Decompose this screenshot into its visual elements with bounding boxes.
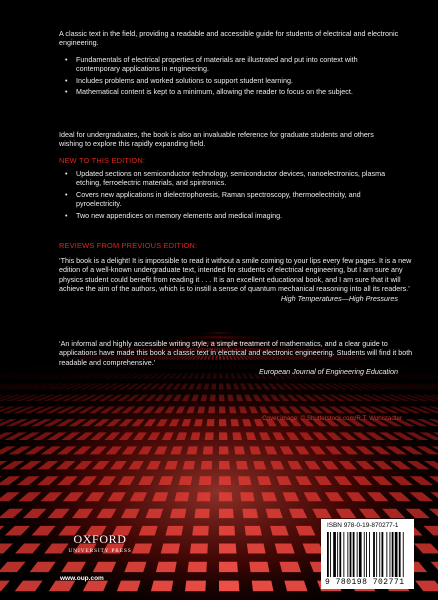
new-edition-heading: NEW TO THIS EDITION: (59, 156, 146, 165)
light-tile (197, 492, 211, 501)
review-1 (59, 256, 414, 303)
oxford-logo (60, 532, 140, 554)
light-tile (242, 509, 258, 518)
review-quote: ‘This book is a delight! It is impossible to read it without a smile coming to your lips every few pages. It is a new edition of a well-known undergraduate text, intended for students of electrical engineering, but I am sure any physics student could benefit from reading it . . . It is an excellent educational book, and I am sure that it will achieve the aim of the authors, which is to instill a sense of quantum mechanical reasoning into all its readers.’ (59, 256, 412, 294)
light-tile (270, 526, 289, 536)
barcode-bar (337, 532, 338, 577)
review-2 (59, 339, 414, 377)
publisher-url: www.oup.com (60, 575, 104, 582)
list-item: • Covers new applications in dielectrophoresis, Raman spectroscopy, thermoelectricity, and pyroelectricity. (65, 189, 361, 209)
light-tile (219, 562, 238, 572)
barcode-bar (327, 532, 329, 577)
barcode-bar (382, 532, 384, 577)
light-tile (165, 526, 183, 536)
new-items-list (59, 169, 399, 222)
light-tile (238, 476, 251, 485)
light-tile (219, 526, 235, 536)
barcode-bar (330, 532, 331, 577)
reviews-heading: REVIEWS FROM PREVIOUS EDITION: (59, 241, 198, 250)
barcode-bar (395, 532, 398, 577)
barcode-bar (357, 532, 358, 577)
light-tile (284, 581, 307, 592)
features-list (59, 55, 399, 99)
barcode-bar (376, 532, 377, 577)
barcode-bar (366, 532, 367, 577)
light-tile (194, 509, 209, 518)
light-tile (228, 332, 237, 334)
review-source: High Temperatures—High Pressures (280, 293, 398, 303)
publisher-sub: UNIVERSITY PRESS (68, 548, 132, 554)
light-tile (249, 562, 269, 572)
barcode (321, 519, 414, 589)
isbn-text: ISBN 978-0-19-870277-1 (327, 522, 399, 529)
barcode-bar (369, 532, 370, 577)
barcode-bar (386, 532, 387, 577)
list-item: • Updated sections on semiconductor technology, semiconductor devices, nanoelectronics, plasma etching, ferroelectric materials, and spintronics. (65, 169, 386, 188)
light-tile (219, 330, 222, 331)
intro-text: A classic text in the field, providing a readable and accessible guide for students of electrical and electronic engineering. (59, 29, 399, 48)
list-item: • Includes problems and worked solutions to support student learning. (65, 75, 293, 85)
light-tile (174, 492, 189, 501)
light-tile (190, 544, 208, 554)
light-tile (240, 492, 255, 501)
review-source: European Journal of Engineering Education (258, 367, 398, 377)
barcode-bar (359, 532, 362, 577)
light-tile (217, 330, 219, 331)
cover-image-credit: Cover image: © Shutterstock.com/R.T. Wohlstadter (262, 415, 402, 422)
barcode-bar (392, 532, 394, 577)
barcode-bar (399, 532, 401, 577)
light-tile (247, 544, 266, 554)
light-tile (275, 544, 295, 554)
light-tile (219, 581, 239, 592)
barcode-bar (347, 532, 348, 577)
barcode-bar (379, 532, 380, 577)
barcode-bar (403, 532, 404, 577)
barcode-digits: 9 780198 702771 (325, 578, 405, 587)
light-tile (199, 476, 212, 485)
review-quote: ‘An informal and highly accessible writing style, a simple treatment of mathematics, and a clear guide to applications have made this book a classic text in electrical and electronic engineering. Students will find it both readable and comprehensive.’ (59, 339, 413, 367)
light-tile (161, 544, 180, 554)
light-tile (151, 581, 173, 592)
barcode-bar (353, 532, 355, 577)
list-item: • Mathematical content is kept to a minimum, allowing the reader to focus on the subject. (65, 87, 353, 97)
barcode-bar (373, 532, 375, 577)
light-tile (252, 581, 274, 592)
publisher-name: OXFORD (73, 532, 127, 546)
barcode-bar (364, 532, 365, 577)
light-tile (229, 332, 239, 334)
barcode-bar (333, 532, 336, 577)
barcode-bar (390, 532, 391, 577)
light-tile (117, 581, 141, 592)
light-tile (187, 562, 206, 572)
list-item: • Two new appendices on memory elements and medical imaging. (65, 210, 283, 220)
light-tile (279, 562, 301, 572)
light-tile (219, 544, 236, 554)
ideal-text: Ideal for undergraduates, the book is also an invaluable reference for graduate students and others wishing to explore this rapidly expanding field. (59, 130, 374, 149)
light-tile (245, 526, 262, 536)
list-item: • Fundamentals of electrical properties of materials are illustrated and put into context with contemporary applications in engineering. (65, 55, 358, 74)
barcode-bar (343, 532, 344, 577)
light-tile (219, 509, 234, 518)
light-tile (219, 492, 232, 501)
light-tile (179, 476, 193, 485)
light-tile (170, 509, 186, 518)
light-tile (185, 581, 206, 592)
light-tile (156, 562, 177, 572)
light-tile (192, 526, 209, 536)
light-tile (219, 476, 231, 485)
barcode-bar (339, 532, 341, 577)
barcode-bar (350, 532, 352, 577)
